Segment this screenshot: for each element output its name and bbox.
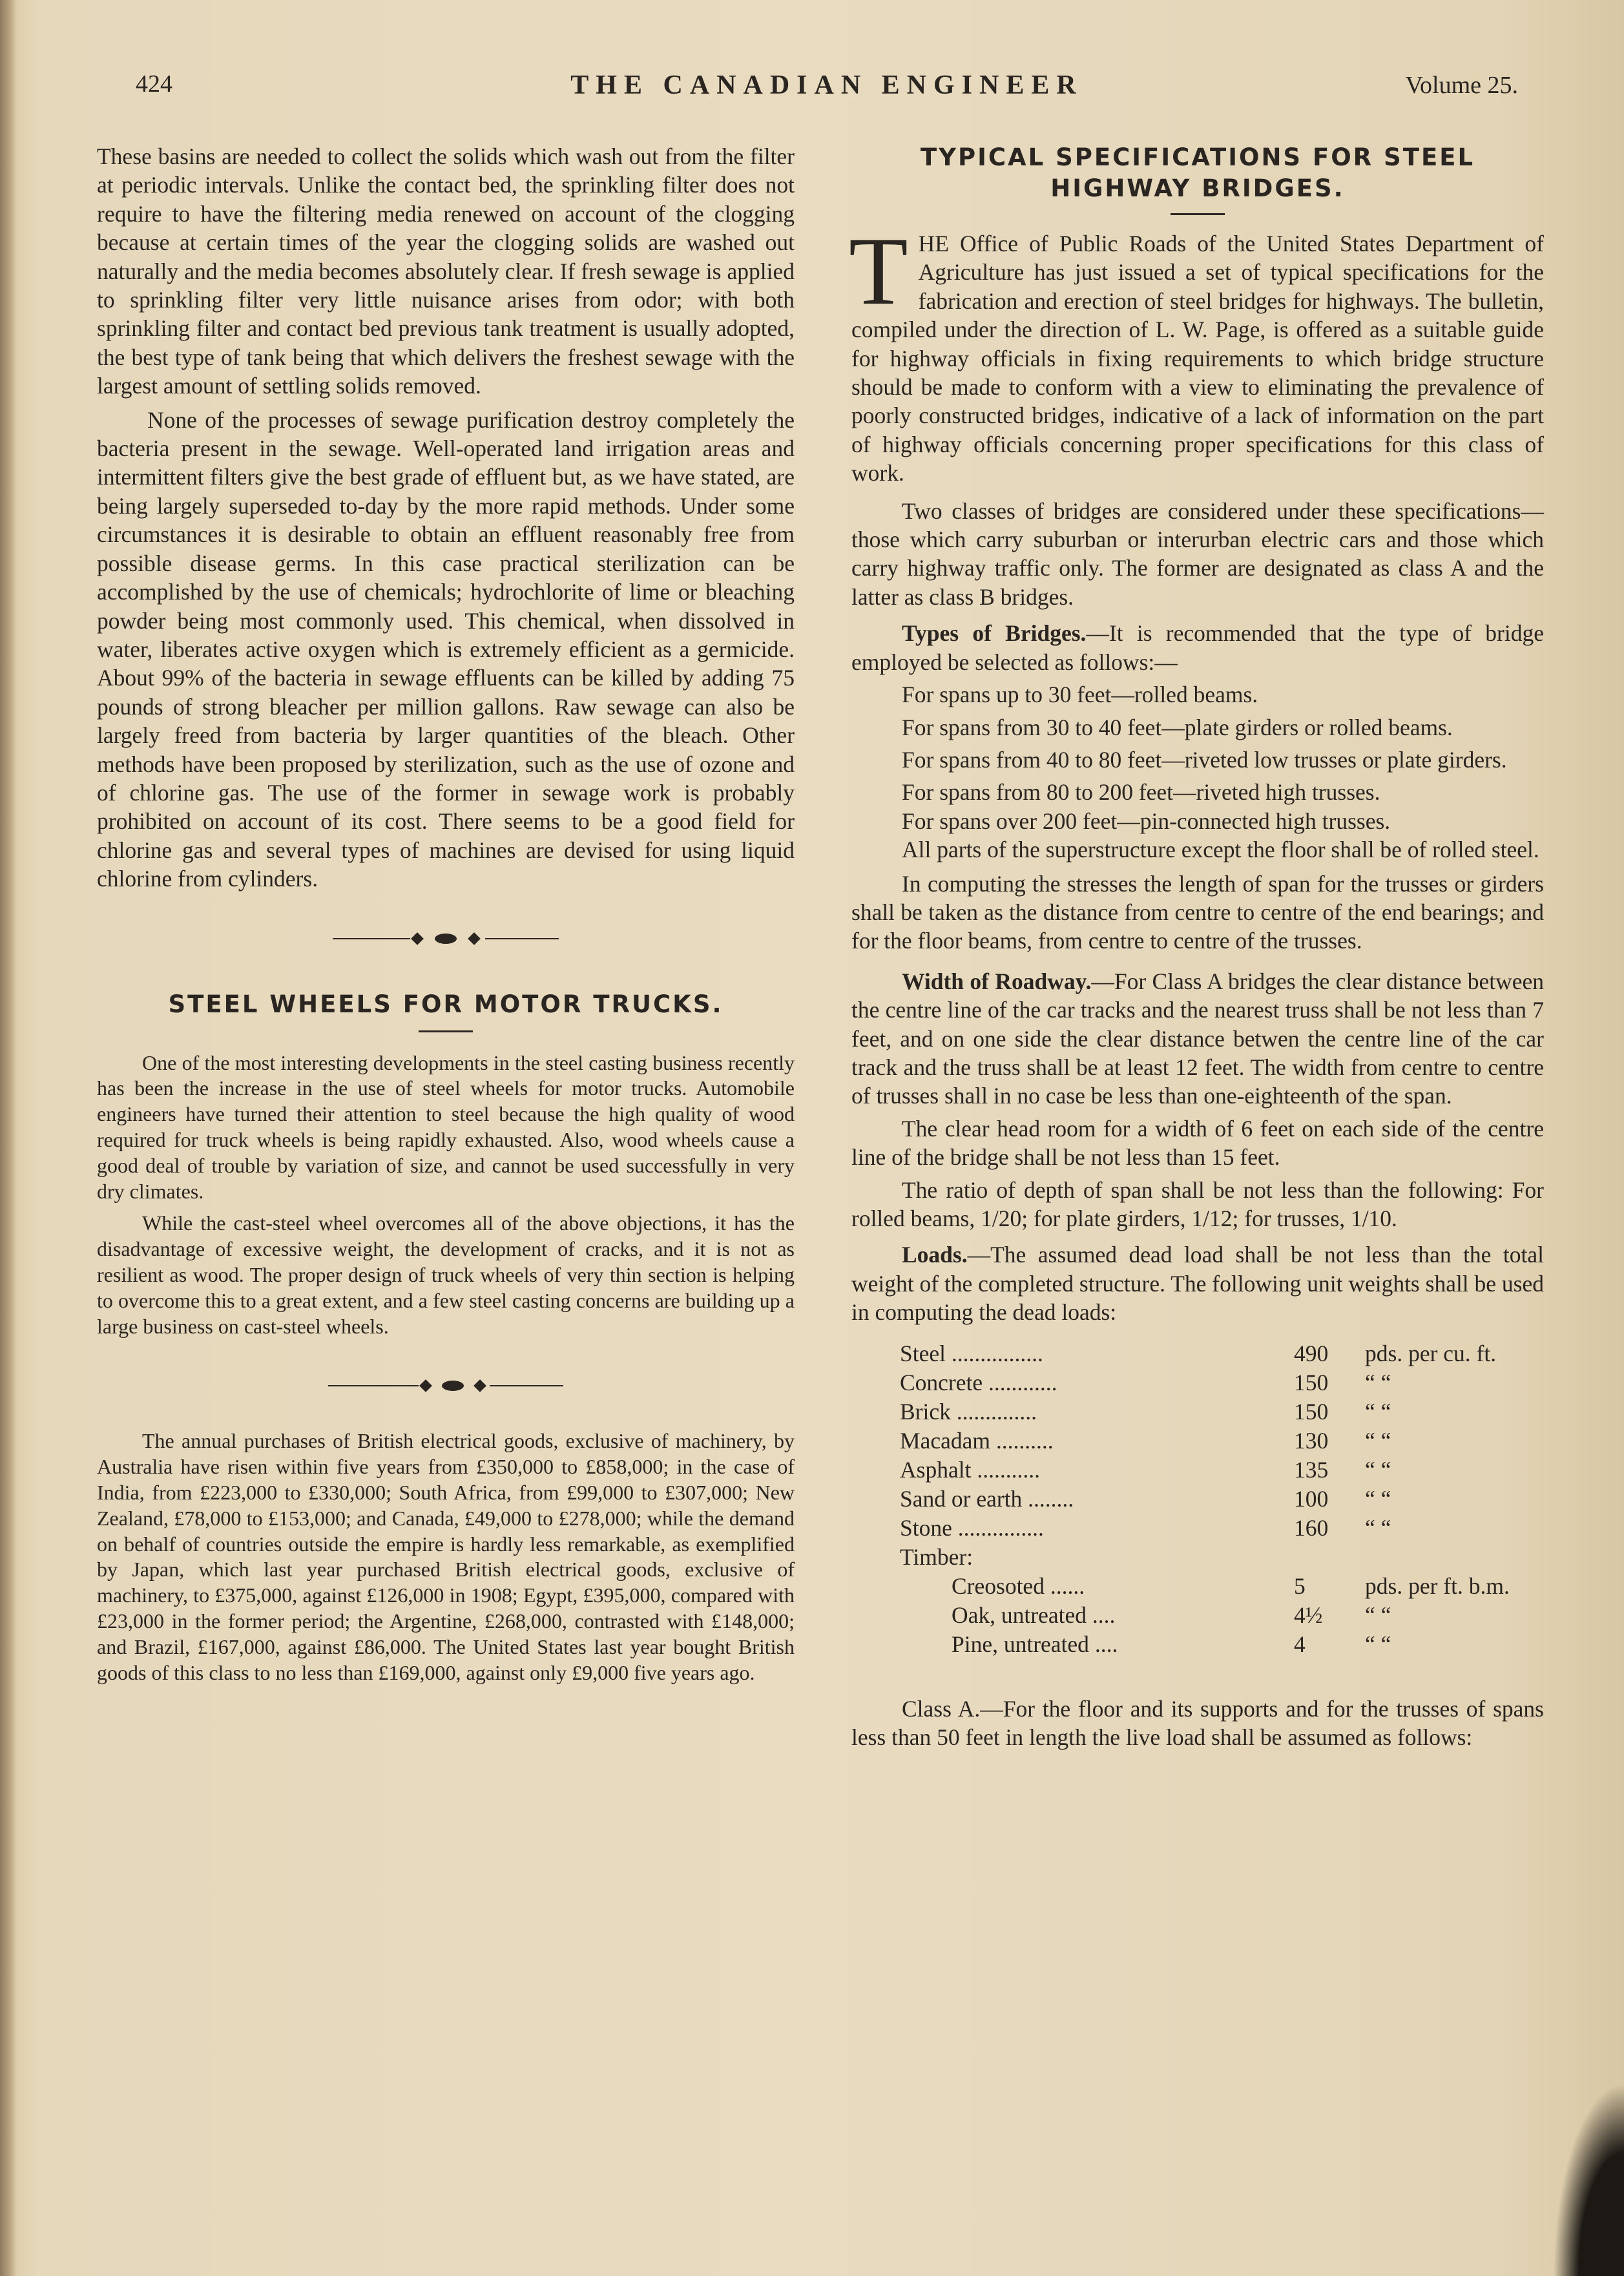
types-text: —It is recommended that the type of bridge employed be selected as follows:— (851, 620, 1544, 675)
binding-gutter (0, 0, 17, 2276)
weight-unit: “ “ (1365, 1456, 1391, 1483)
left-column (97, 142, 795, 1686)
span-item: For spans from 40 to 80 feet—riveted low trusses or plate girders. (902, 746, 1507, 773)
table-row (900, 1485, 1533, 1514)
specifications-title: TYPICAL SPECIFICATIONS FOR STEEL HIGHWAY BRIDGES. (920, 143, 1475, 202)
title-rule (1171, 213, 1225, 215)
steel-wheels-paragraph-2: While the cast-steel wheel overcomes all of the above objections, it has the disadvantage of excessive weight, the development of cracks, and it is not as resilient as wood. The proper design of truck wheels of very thin section is helping to overcome this to a great extent, and a few steel casting concerns are building up a large business on cast-steel wheels. (97, 1211, 795, 1338)
weight-value: 4½ (1294, 1602, 1323, 1628)
table-row (900, 1514, 1533, 1543)
dot-leader: .......... (995, 1427, 1054, 1454)
table-row (900, 1631, 1533, 1660)
weight-unit: “ “ (1365, 1427, 1391, 1454)
span-item: For spans from 30 to 40 feet—plate girders or rolled beams. (902, 714, 1453, 740)
material-name: Macadam (900, 1427, 990, 1454)
weight-unit: “ “ (1365, 1514, 1391, 1541)
material-name: Concrete (900, 1369, 983, 1395)
intro-paragraph (849, 218, 1544, 488)
loads-text: —The assumed dead load shall be not less than the total weight of the completed structure. The following unit weights shall be used in computing the dead loads: (851, 1242, 1545, 1326)
page-number: 424 (136, 70, 172, 98)
table-row (900, 1369, 1533, 1398)
steel-wheels-paragraph-1: One of the most interesting developments in the steel casting business recently has been the increase in the use of steel wheels for motor trucks. Automobile engineers have turned their attention to steel because the high quality of wood required for truck wheels is being rapidly exhausted. Also, wood wheels cause a good deal of trouble by variation of size, and cannot be used successfully in very dry climates. (97, 1050, 795, 1203)
ornament-line (333, 938, 410, 939)
dot-leader: ............... (957, 1514, 1044, 1541)
right-column (851, 142, 1544, 1751)
table-row (900, 1456, 1533, 1485)
ornament-diamond (411, 932, 424, 945)
journal-title: THE CANADIAN ENGINEER (570, 70, 1083, 100)
table-row (900, 1398, 1533, 1427)
superstructure-paragraph: All parts of the superstructure except the floor shall be of rolled steel. (902, 837, 1539, 863)
page-curl-shadow (1553, 2082, 1624, 2276)
material-name: Sand or earth (900, 1485, 1023, 1512)
ornament-oval (435, 934, 457, 944)
weight-value: 100 (1294, 1485, 1329, 1512)
width-paragraph (851, 967, 1544, 1111)
weight-value: 150 (1294, 1398, 1329, 1425)
computing-paragraph: In computing the stresses the length of span for the trusses or girders shall be taken as the distance from centre to centre of the end bearings; and for the floor beams, from centre to centre of the trusses. (851, 870, 1544, 954)
material-name: Creosoted (952, 1572, 1045, 1599)
ornament-diamond (419, 1379, 432, 1392)
sewage-paragraph-2: None of the processes of sewage purification destroy completely the bacteria present in the sewage. Well-operated land irrigation areas and intermittent filters give the best grade of effluent but, as we have stated, are being largely superseded to-day by the more rapid methods. Under some circumstances it is desirable to obtain an effluent reasonably free from possible disease germs. In this case practical sterilization can be accomplished by the use of chemicals; hydrochlorite of lime or bleaching powder being most commonly used. This chemical, when dissolved in water, liberates active oxygen which is extremely efficient as a germicide. About 99% of the bacteria in sewage effluents can be killed by adding 75 pounds of strong bleacher per million gallons. Raw sewage can also be largely freed from bacteria by larger quantities of the bleach. Other methods have been proposed by sterilization, such as the use of ozone and of chlorine gas. The use of the former in sewage work is probably prohibited on account of its cost. There seems to be a good field for chlorine gas and several types of machines are devised for using liquid chlorine from cylinders. (97, 406, 795, 892)
dot-leader: ............ (988, 1369, 1057, 1395)
ornament-oval (442, 1381, 464, 1391)
steel-wheels-title: STEEL WHEELS FOR MOTOR TRUCKS. (168, 990, 724, 1018)
weight-unit: “ “ (1365, 1631, 1391, 1657)
sewage-paragraph-1: These basins are needed to collect the solids which wash out from the filter at periodic intervals. Unlike the contact bed, the sprinkling filter does not require to have the filtering media renewed on account of the clogging because at certain times of the year the clogging solids are washed out naturally and the media becomes absolutely clear. If fresh sewage is applied to sprinkling filter very little nuisance arises from odor; with both sprinkling filter and contact bed previous tank treatment is usually adopted, the best type of tank being that which delivers the freshest sewage with the largest amount of settling solids removed. (97, 143, 795, 399)
loads-paragraph (851, 1240, 1544, 1326)
span-item: For spans from 80 to 200 feet—riveted high trusses. (902, 779, 1380, 806)
width-lead: Width of Roadway. (902, 968, 1092, 994)
classes-paragraph: Two classes of bridges are considered under these specifications—those which carry suburban or interurban electric cars and those which carry highway traffic only. The former are designated as class A and the latter as class B bridges. (851, 497, 1544, 610)
ornament-diamond (474, 1379, 486, 1392)
dot-leader: ................ (951, 1340, 1043, 1366)
dot-leader: .... (1092, 1602, 1116, 1628)
weight-value: 130 (1294, 1427, 1329, 1454)
running-header (136, 70, 1518, 109)
title-rule (419, 1030, 473, 1032)
dot-leader: .... (1094, 1631, 1118, 1657)
material-name: Stone (900, 1514, 952, 1541)
intro-text: HE Office of Public Roads of the United States Department of Agriculture has just issued a set of typical specifications for the fabrication and erection of steel bridges for highways. The bulletin, compiled under the direction of L. W. Page, is offered as a suitable guide for highway officials in fixing requirements to which bridge structure should be made to conform with a view to eliminating the prevalence of poorly constructed bridges, indicative of a lack of information on the part of highway officials concerning proper specifications for this class of work. (851, 231, 1544, 486)
weight-value: 4 (1294, 1631, 1306, 1657)
weight-unit: “ “ (1365, 1398, 1391, 1425)
weight-unit: “ “ (1365, 1369, 1391, 1395)
material-name: Steel (900, 1340, 946, 1366)
material-name: Oak, untreated (952, 1602, 1087, 1628)
span-item: For spans up to 30 feet—rolled beams. (902, 682, 1258, 708)
material-name: Pine, untreated (952, 1631, 1089, 1657)
section-ornament (333, 932, 559, 945)
weight-unit: pds. per cu. ft. (1365, 1340, 1497, 1366)
weight-value: 160 (1294, 1514, 1329, 1541)
types-paragraph (851, 619, 1544, 676)
unit-weights-table (900, 1340, 1533, 1660)
width-text: —For Class A bridges the clear distance between the centre line of the car tracks and the nearest truss shall be not less than 7 feet, and on one side the clear distance betwen the centre line of the car track and the truss shall be at least 12 feet. The width from centre to centre of trusses shall in no case be less than one-eighteenth of the span. (851, 968, 1545, 1109)
ornament-line (485, 938, 559, 939)
span-item: For spans over 200 feet—pin-connected high trusses. (902, 808, 1391, 834)
weight-value: 150 (1294, 1369, 1329, 1395)
table-row (900, 1340, 1533, 1369)
table-row (900, 1572, 1533, 1602)
dot-leader: ........ (1028, 1485, 1074, 1512)
ratio-paragraph: The ratio of depth of span shall be not less than the following: For rolled beams, 1/20; for plate girders, 1/12; for trusses, 1/10. (851, 1176, 1544, 1231)
dot-leader: ........... (977, 1456, 1040, 1483)
weight-value: 490 (1294, 1340, 1329, 1366)
timber-label: Timber: (900, 1543, 973, 1570)
british-goods-paragraph: The annual purchases of British electrical goods, exclusive of machinery, by Australia have risen within five years from £350,000 to £858,000; in the case of India, from £223,000 to £330,000; South Africa, from £99,000 to £307,000; New Zealand, £78,000 to £153,000; and Canada, £49,000 to £278,000; while the demand on behalf of countries outside the empire is hardly less remarkable, as exemplified by Japan, which last year purchased British electrical goods, exclusive of machinery, to £375,000, against £126,000 in 1908; Egypt, £395,000, compared with £23,000 in the former period; the Argentine, £268,000, contrasted with £148,000; and Brazil, £167,000, against £86,000. The United States last year bought British goods of this class to no less than £169,000, against only £9,000 five years ago. (97, 1429, 795, 1684)
volume-label: Volume 25. (1405, 72, 1518, 99)
drop-cap: T (849, 218, 908, 325)
weight-value: 135 (1294, 1456, 1329, 1483)
ornament-line (490, 1385, 563, 1386)
weight-unit: “ “ (1365, 1485, 1391, 1512)
class-a-paragraph: Class A.—For the floor and its supports and for the trusses of spans less than 50 feet in length the live load shall be assumed as follows: (851, 1695, 1544, 1751)
ornament-line (328, 1385, 419, 1386)
weight-unit: “ “ (1365, 1602, 1391, 1628)
loads-lead: Loads. (902, 1242, 968, 1268)
types-lead: Types of Bridges. (902, 620, 1087, 647)
dot-leader: ...... (1050, 1572, 1085, 1599)
weight-unit: pds. per ft. b.m. (1365, 1572, 1510, 1599)
section-ornament (328, 1379, 563, 1392)
table-row (900, 1543, 1533, 1572)
headroom-paragraph: The clear head room for a width of 6 feet on each side of the centre line of the bridge shall be not less than 15 feet. (851, 1115, 1544, 1171)
dot-leader: .............. (956, 1398, 1037, 1425)
ornament-diamond (468, 932, 481, 945)
material-name: Brick (900, 1398, 951, 1425)
table-row (900, 1602, 1533, 1631)
table-row (900, 1427, 1533, 1456)
material-name: Asphalt (900, 1456, 972, 1483)
weight-value: 5 (1294, 1572, 1306, 1599)
